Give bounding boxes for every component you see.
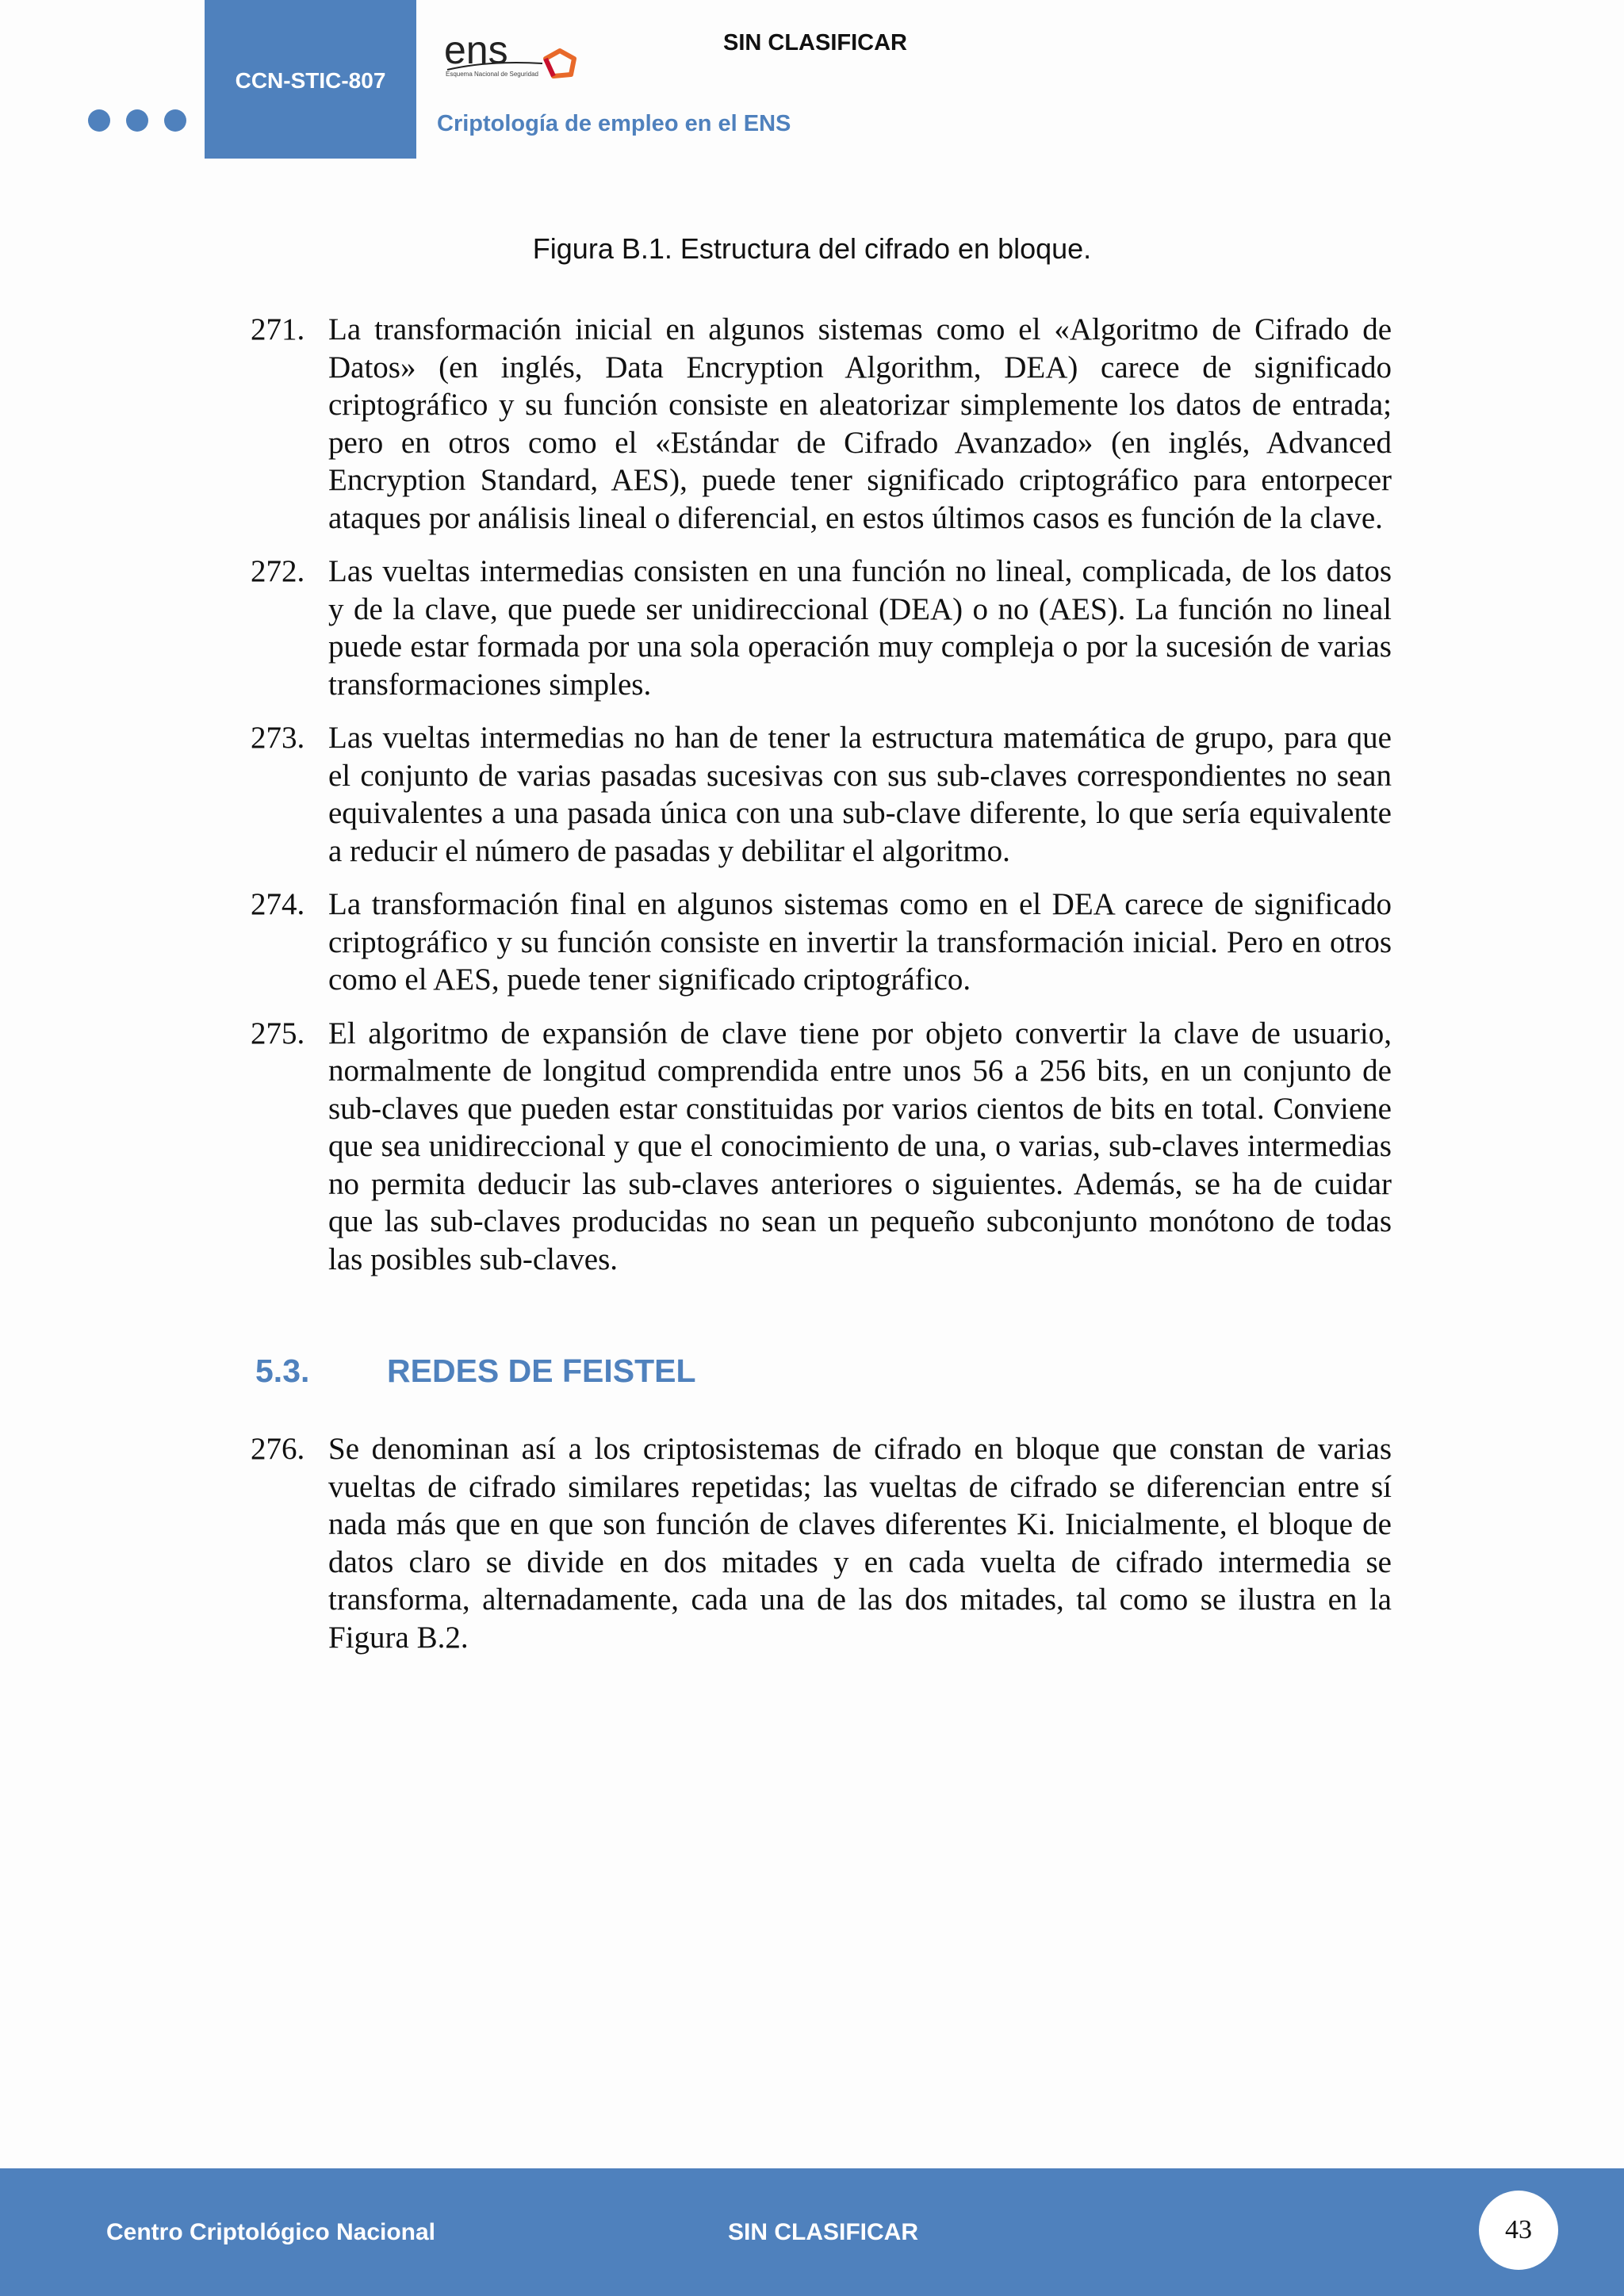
- header-dot: [88, 109, 110, 132]
- ens-logo: [441, 29, 584, 92]
- logo-wordmark: ens: [444, 29, 508, 72]
- section-title: REDES DE FEISTEL: [387, 1353, 696, 1389]
- paragraph-text: Se denominan así a los criptosistemas de cifrado en bloque que constan de varias vueltas de cifrado similares repetidas; las vueltas de cifrado se diferencian entre sí nada más que en que son función de claves diferentes Ki. Inicialmente, el bloque de datos claro se divide en dos mitades y en cada vuelta de cifrado intermedia se transforma, alternadamente, cada una de las dos mitades, tal como se ilustra en la Figura B.2.: [328, 1432, 1392, 1655]
- paragraph-text: Las vueltas intermedias consisten en una función no lineal, complicada, de los datos y de la clave, que puede ser unidireccional (DEA) o no (AES). La función no lineal puede estar formada por una sola operación muy compleja o por la sucesión de varias transformaciones simples.: [328, 554, 1392, 702]
- header-dots: [88, 109, 186, 132]
- figure-caption: Figura B.1. Estructura del cifrado en bloque.: [532, 232, 1092, 265]
- paragraph-text: El algoritmo de expansión de clave tiene por objeto convertir la clave de usuario, normalmente de longitud comprendida entre unos 56 a 256 bits, en un conjunto de sub-claves que pueden estar constituidas por varios cientos de bits en total. Conviene que sea unidireccional y que el conocimiento de una, o varias, sub-claves intermedias no permita deducir las sub-claves anteriores o siguientes. Además, se ha de cuidar que las sub-claves producidas no sean un pequeño subconjunto monótono de todas las posibles sub-claves.: [328, 1016, 1392, 1276]
- paragraph-number: 275.: [251, 1016, 305, 1050]
- section-heading: [255, 1353, 696, 1390]
- paragraph-text: La transformación inicial en algunos sistemas como el «Algoritmo de Cifrado de Datos» (en inglés, Data Encryption Algorithm, DEA) carece de significado criptográfico y su función consiste en aleatorizar simplemente los datos de entrada; pero en otros como el «Estándar de Cifrado Avanzado» (en inglés, Advanced Encryption Standard, AES), puede tener significado criptográfico para entorpecer ataques por análisis lineal o diferencial, en estos últimos casos es función de la clave.: [328, 312, 1392, 535]
- header-dot: [126, 109, 148, 132]
- paragraph: [251, 1015, 1392, 1279]
- paragraph-number: 276.: [251, 1432, 305, 1466]
- paragraph: [251, 311, 1392, 537]
- paragraph-number: 273.: [251, 721, 305, 755]
- paragraph-text: Las vueltas intermedias no han de tener la estructura matemática de grupo, para que el conjunto de varias pasadas sucesivas con sus sub-claves correspondientes no sean equivalentes a una pasada única con una sub-clave diferente, lo que sería equivalente a reducir el número de pasadas y debilitar el algoritmo.: [328, 721, 1392, 868]
- section-number: 5.3.: [255, 1353, 310, 1389]
- doc-code: CCN-STIC-807: [235, 68, 386, 93]
- numbered-paragraphs-after: [251, 1430, 1392, 1672]
- paragraph-number: 272.: [251, 554, 305, 588]
- paragraph: [251, 886, 1392, 999]
- header-classification: SIN CLASIFICAR: [723, 30, 907, 55]
- page-number: 43: [1505, 2215, 1532, 2244]
- paragraph: [251, 1430, 1392, 1656]
- footer-classification: SIN CLASIFICAR: [728, 2219, 918, 2245]
- paragraph-text: La transformación final en algunos sistemas como en el DEA carece de significado criptográfico y su función consiste en invertir la transformación inicial. Pero en otros como el AES, puede tener significado criptográfico.: [328, 887, 1392, 997]
- doc-code-box: [205, 0, 416, 159]
- paragraph: [251, 553, 1392, 703]
- numbered-paragraphs: [251, 311, 1392, 1294]
- logo-subtitle: Esquema Nacional de Seguridad: [446, 71, 538, 78]
- header-dot: [164, 109, 186, 132]
- paragraph-number: 271.: [251, 312, 305, 346]
- footer-organization: Centro Criptológico Nacional: [106, 2219, 436, 2245]
- paragraph: [251, 719, 1392, 870]
- page-number-badge: [1479, 2191, 1558, 2270]
- paragraph-number: 274.: [251, 887, 305, 921]
- header-doc-title: Criptología de empleo en el ENS: [437, 111, 791, 136]
